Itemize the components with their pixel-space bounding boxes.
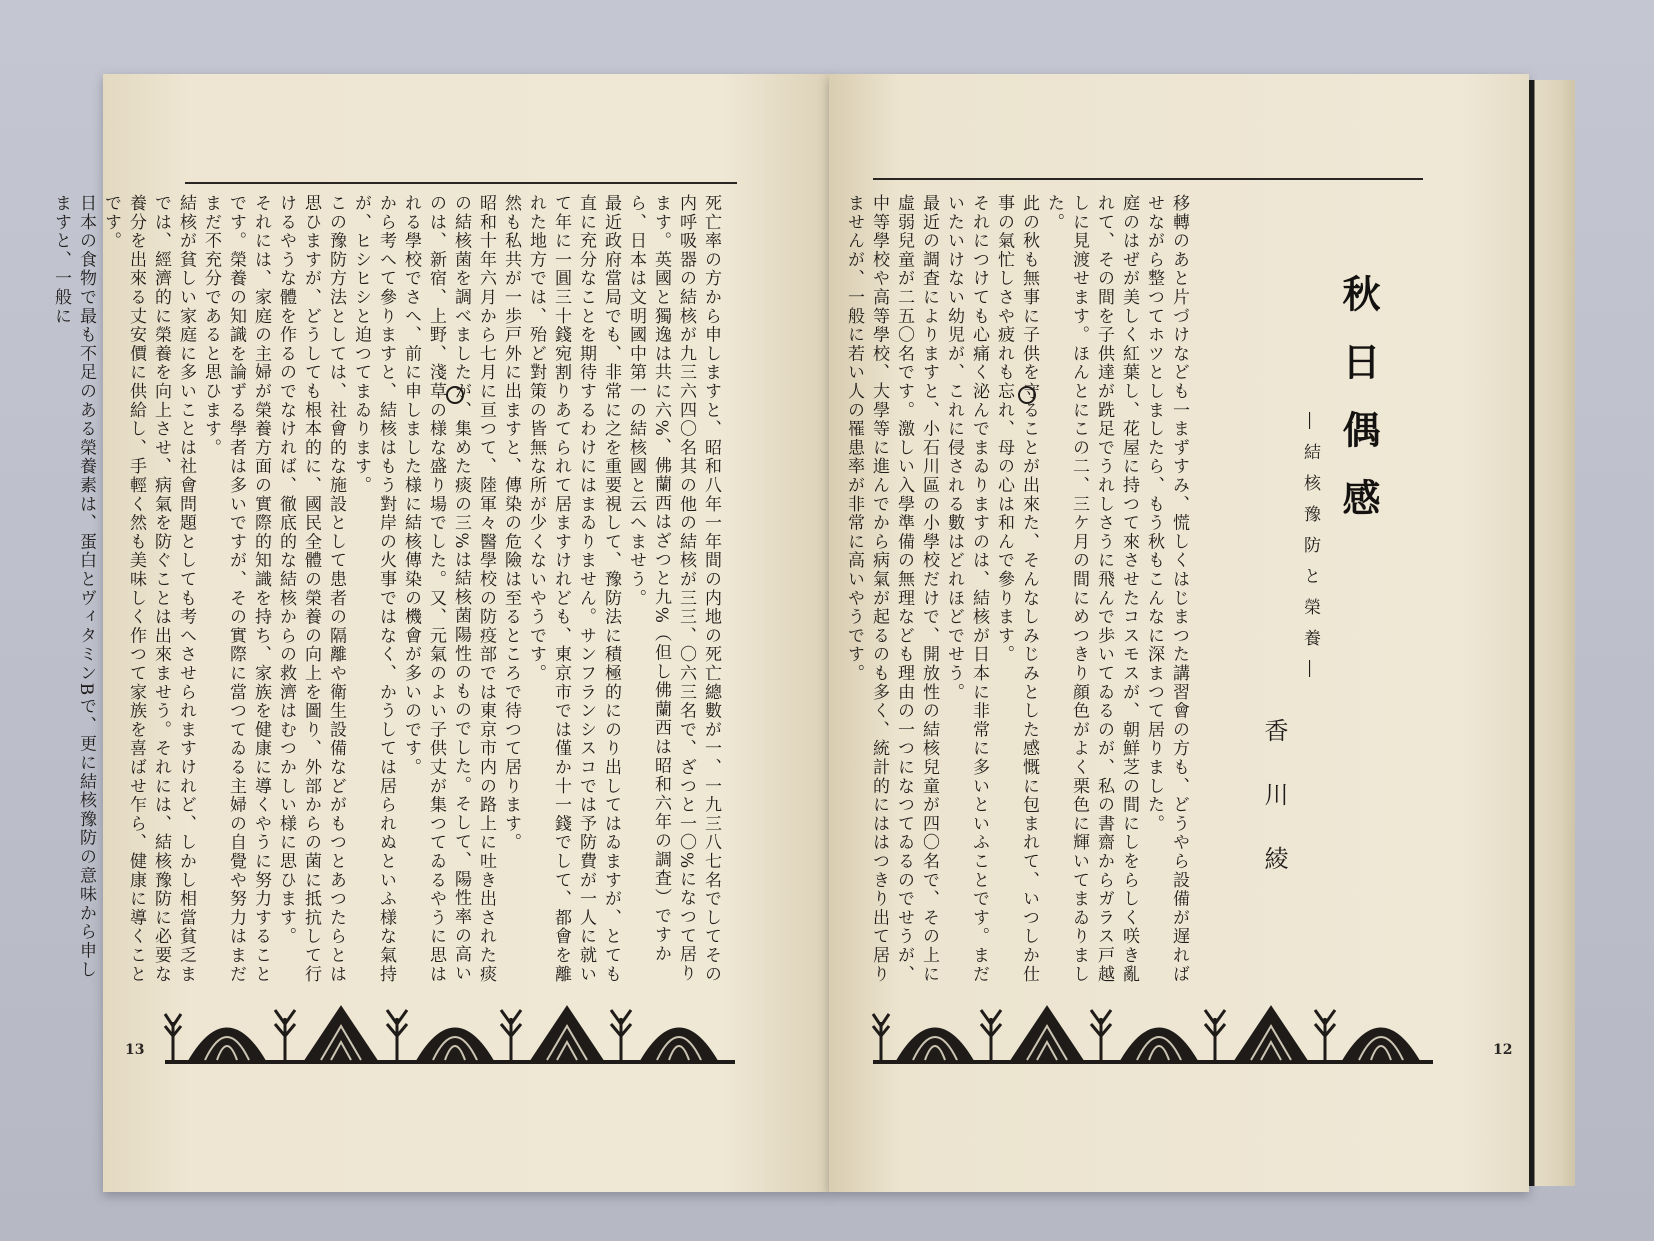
paragraph: 最近政府當局でも、非常に之を重要視して、豫防法に積極的にのり出してはゐますが、とても直に充分なことを期待するわけにはまゐりません。サンフランシスコでは予防費が一人に就いて年に一圓三十錢宛割りあてられて居ますけれども、東京市では僅か十一錢でして、都會を離れた地方では、殆ど對策の皆無な所が少くないやうです。 [526,194,621,984]
header-rule [873,178,1423,180]
open-book [51,74,1575,1192]
paragraph: 結核が貧しい家庭に多いことは社會問題としても考へさせられますけれど、しかし相當貧乏までは、經濟的に榮養を向上させ、病氣を防ぐことは出來ませう。それには、結核豫防に必要な養分を出來る丈安價に供給し、手輕く然も美味しく作つて家族を喜ばせ乍ら、健康に導くことです。 [101,194,196,984]
paragraph: 移轉のあと片づけなども一まずすみ、慌しくはじまつた講習會の方も、どうやら設備が遅ればせながら整つてホツとしましたら、もう秋もこんなに深まつて居りました。 [1144,194,1189,984]
section-break-circle [446,386,464,404]
section-break-circle [1018,386,1036,404]
decorative-border-ornament [873,998,1433,1068]
page-number: 13 [125,1042,145,1058]
paragraph: 庭のはぜが美しく紅葉し、花屋に持つて來させたコスモスが、朝鮮芝の間にしをらしく咲き亂れて、その間を子供達が跣足でうれしさうに飛んで歩いてゐるのが、私の書齋からガラス戸越しに見渡せます。ほんとにこの二、三ケ月の間にめつきり顔色がよく栗色に輝いてまゐりました。 [1044,194,1139,984]
article-title: 秋日偶感 [1336,274,1381,546]
left-page [51,74,829,1192]
paragraph: 然も私共が一歩戸外に出ますと、傳染の危險は至るところで待つて居ります。 [501,194,521,852]
article-subtitle: ―結核豫防と榮養― [1300,412,1320,691]
decorative-border-ornament [165,998,735,1068]
paragraph: 最近の調査によりますと、小石川區の小學校だけで、開放性の結核兒童が四〇名で、その上に虛弱兒童が二五〇名です。激しい入學準備の無理なども理由の一つになつてゐるのでせうが、中等學校や高等學校、大學等に進んでから病氣が起るのも多く、統計的にははつきり出て居りませんが、一般に若い人の罹患率が非常に高いやうです。 [844,194,939,984]
page-number: 12 [1493,1042,1513,1058]
paragraph: それには、家庭の主婦が榮養方面の實際的知識を持ち、家族を健康に導くやうに努力することです。榮養の知識を論ずる學者は多いですが、その實際に當つてゐる主婦の自覺や努力はまだまだ不充分であると思ひます。 [201,194,271,984]
right-page [829,74,1529,1192]
left-body-text [51,194,773,984]
paragraph: 死亡率の方から申しますと、昭和八年一年間の内地の死亡總數が一、一九三八七名でしてその内呼吸器の結核が九三六四〇名其の他の結核が三三、〇六三名で、ざつと一〇%になつて居ります。英國と獨逸は共に六%、佛蘭西はざつと九%（但し佛蘭西は昭和六年の調査）ですから、日本は文明國中第一の結核國と云へませう。 [626,194,721,984]
header-rule [185,182,737,184]
right-body-text [844,194,1241,984]
article-author: 香川綾 [1260,718,1288,910]
paragraph: 此の秋も無事に子供を守ることが出來た、そんなしみじみとした感慨に包まれて、いつしか仕事の氣忙しさや疲れも忘れ、母の心は和んで參ります。 [994,194,1039,984]
paragraph: この豫防方法としては、社會的な施設として患者の隔離や衛生設備などがもつとあつたらとは思ひますが、どうしても根本的に、國民全體の榮養の向上を圖り、外部からの菌に抵抗して行けるやうな體を作るのでなければ、徹底的な結核からの救濟はむつかしい様に思ひます。 [276,194,346,984]
paragraph: それにつけても心痛く泌んでまゐりますのは、結核が日本に非常に多いといふことです。まだいたいけない幼児が、これに侵される數はどれほどでせう。 [944,194,989,984]
paragraph: 昭和十年六月から七月に亘つて、陸軍々醫學校の防疫部では東京市内の路上に吐き出された痰の結核菌を調べましたが、集めた痰の三%は結核菌陽性のものでした。そして、陽性率の高いのは、新宿、上野、淺草の様な盛り場でした。又、元氣のよい子供丈が集つてゐるやうに思はれる學校でさへ、前に申しました様に結核傳染の機會が多いのです。 [401,194,496,984]
paragraph: 日本の食物で最も不足のある榮養素は、蛋白とヴィタミンBで、更に結核豫防の意味から申しますと、一般に [51,194,96,980]
paragraph: から考へて參りますと、結核はもう對岸の火事ではなく、かうしては居られぬといふ様な氣持が、ヒシヒシと迫つてまゐります。 [351,194,396,984]
book-spine-edge [1529,80,1575,1186]
